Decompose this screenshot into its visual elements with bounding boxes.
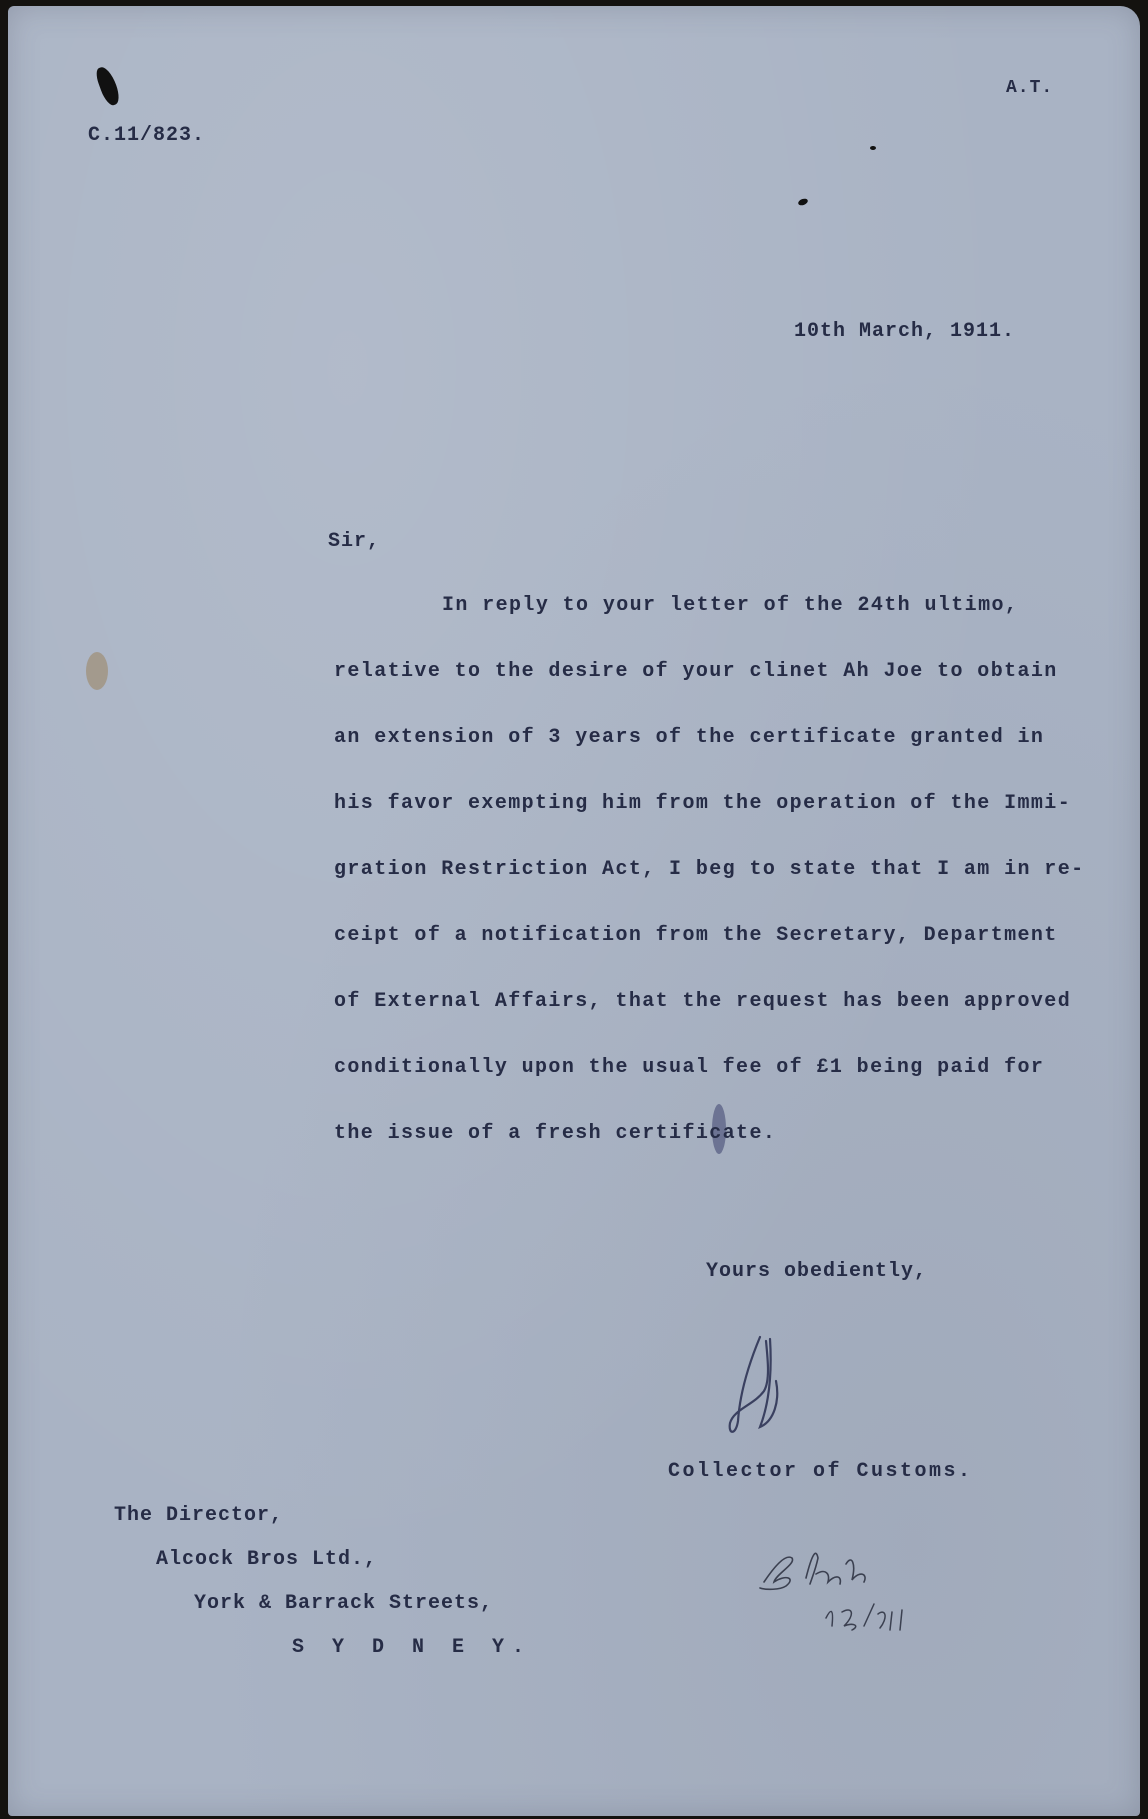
body-line: the issue of a fresh certificate. (334, 1122, 777, 1145)
body-line: an extension of 3 years of the certificate granted in (334, 726, 1045, 749)
body-line: gration Restriction Act, I beg to state that I am in re- (334, 858, 1085, 881)
address-line: S Y D N E Y. (292, 1636, 533, 1659)
signature-initials (720, 1331, 790, 1441)
typist-initials: A.T. (1006, 78, 1054, 98)
letter-date: 10th March, 1911. (794, 320, 1016, 343)
closing: Yours obediently, (706, 1260, 928, 1283)
address-line: York & Barrack Streets, (194, 1592, 494, 1615)
body-line: ceipt of a notification from the Secretary, Department (334, 924, 1058, 947)
body-line: conditionally upon the usual fee of £1 being paid for (334, 1056, 1045, 1079)
body-line: In reply to your letter of the 24th ultimo, (442, 594, 1019, 617)
stain-mark (86, 652, 108, 690)
letter-sheet (8, 6, 1140, 1816)
body-line: his favor exempting him from the operation of the Immi- (334, 792, 1072, 815)
salutation: Sir, (328, 530, 381, 553)
address-line: Alcock Bros Ltd., (156, 1548, 378, 1571)
body-line: of External Affairs, that the request has been approved (334, 990, 1072, 1013)
signatory-title: Collector of Customs. (668, 1460, 973, 1483)
ink-blot (94, 64, 123, 107)
address-line: The Director, (114, 1504, 284, 1527)
reference-number: C.11/823. (88, 124, 206, 147)
pencil-annotation (756, 1534, 926, 1644)
ink-speck (870, 146, 876, 150)
body-line: relative to the desire of your clinet Ah Joe to obtain (334, 660, 1058, 683)
ink-speck (797, 197, 808, 206)
